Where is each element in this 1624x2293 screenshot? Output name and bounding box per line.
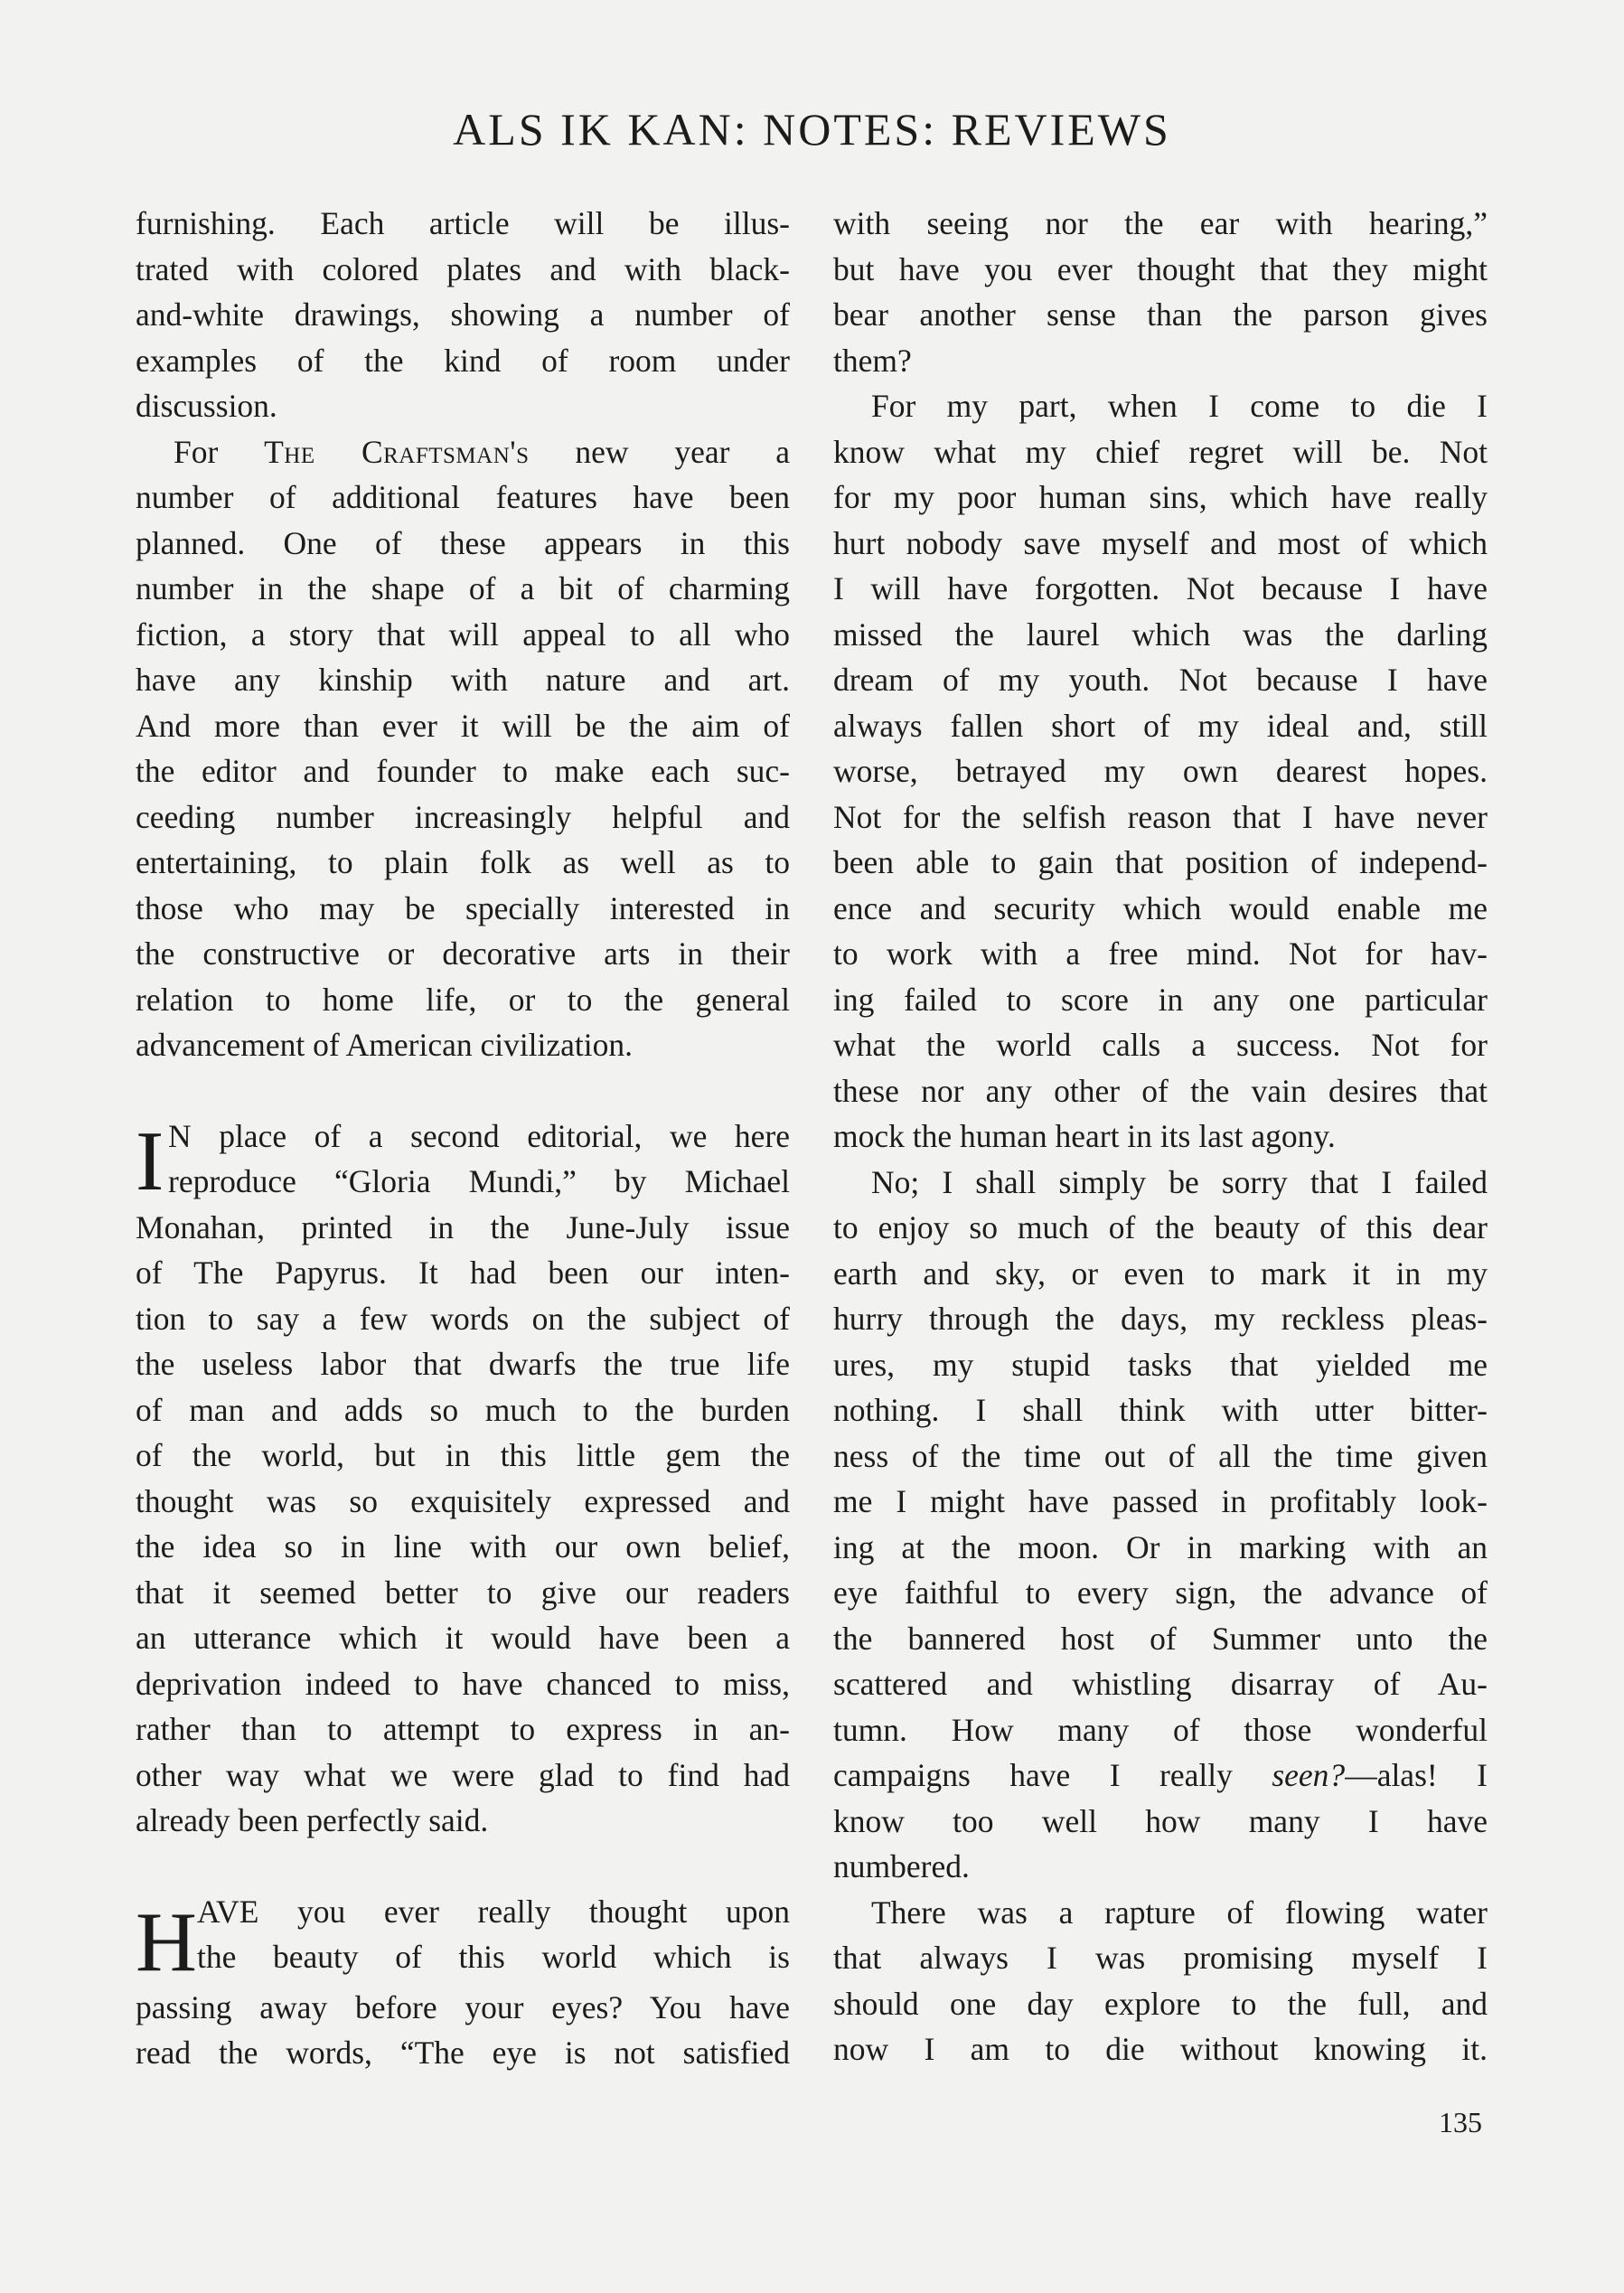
text-line: AVE you ever really thought upon [197,1893,790,1930]
text-line: should one day explore to the full, and [833,1985,1488,2022]
text-line: number of additional features have been [136,479,790,515]
text-line: ence and security which would enable me [833,889,1488,926]
text-line: been able to gain that position of independ- [833,844,1488,880]
text-line: passing away before your eyes? You have [136,1988,790,2025]
text-line: hurt nobody save myself and most of which [833,524,1488,561]
text-line: hurry through the days, my reckless pleas- [833,1301,1488,1337]
italic-word: seen? [1272,1757,1346,1793]
text-line: that it seemed better to give our readers [136,1574,790,1611]
text-line: I will have forgotten. Not because I have [833,570,1488,606]
running-header: ALS IK KAN: NOTES: REVIEWS [453,104,1171,155]
text-line: reproduce “Gloria Mundi,” by Michael [168,1163,790,1199]
text-line: me I might have passed in profitably look- [833,1483,1488,1519]
text-line: and-white drawings, showing a number of [136,296,790,333]
text-line: to work with a free mind. Not for hav- [833,935,1488,972]
text-line: relation to home life, or to the general [136,981,790,1018]
text-line: for my poor human sins, which have really [833,479,1488,515]
magazine-name: The Craftsman's [264,433,530,470]
text-line: dream of my youth. Not because I have [833,662,1488,698]
text-line: rather than to attempt to express in an- [136,1711,790,1747]
text-line: worse, betrayed my own dearest hopes. [833,753,1488,789]
text-line: Monahan, printed in the June-July issue [136,1208,790,1245]
text-line: nothing. I shall think with utter bitter- [833,1392,1488,1428]
text-line: of man and adds so much to the burden [136,1391,790,1428]
text-line: them? [833,342,912,379]
paragraph-have-you-ever [136,1889,790,2076]
text-line: For my part, when I come to die I [871,388,1488,424]
text-line: ness of the time out of all the time given [833,1437,1488,1474]
text-line: what the world calls a success. Not for [833,1027,1488,1063]
text-line: deprivation indeed to have chanced to miss, [136,1665,790,1702]
text-line: eye faithful to every sign, the advance of [833,1574,1488,1611]
text-line: bear another sense than the parson gives [833,296,1488,333]
text-line: missed the laurel which was the darling [833,616,1488,653]
text-line: tumn. How many of those wonderful [833,1711,1488,1748]
text-line: these nor any other of the vain desires that [833,1072,1488,1109]
text-line: mock the human heart in its last agony. [833,1118,1336,1154]
text-line: the editor and founder to make each suc- [136,753,790,789]
text-line: know too well how many I have [833,1802,1488,1839]
left-column [136,201,790,2076]
text-line: discussion. [136,388,277,424]
text-line: the beauty of this world which is [197,1939,790,1975]
drop-cap: I [136,1114,164,1208]
text-line: furnishing. Each article will be illus- [136,205,790,241]
text-line: ures, my stupid tasks that yielded me [833,1346,1488,1383]
text-line [136,429,790,475]
text-line: planned. One of these appears in this [136,524,790,561]
text-span: For [174,433,265,470]
text-line: the useless labor that dwarfs the true life [136,1346,790,1382]
text-line: thought was so exquisitely expressed and [136,1482,790,1519]
text-line: earth and sky, or even to mark it in my [833,1255,1488,1292]
text-line: the idea so in line with our own belief, [136,1528,790,1565]
paragraph-craftsman-new-year [136,429,790,1068]
text-line: now I am to die without knowing it. [833,2031,1488,2067]
text-line: always fallen short of my ideal and, still [833,707,1488,744]
text-line: number in the shape of a bit of charming [136,570,790,606]
text-span: campaigns have I really [833,1757,1272,1793]
paragraph-eye-not-satisfied [833,201,1488,383]
text-line: have any kinship with nature and art. [136,662,790,698]
text-line: examples of the kind of room under [136,342,790,379]
text-line: ing at the moon. Or in marking with an [833,1528,1488,1565]
paragraph-furnishing [136,201,790,429]
text-span: new year a [529,433,790,470]
paragraph-flowing-water [833,1890,1488,2072]
text-line: numbered. [833,1848,970,1884]
text-line: know what my chief regret will be. Not [833,433,1488,470]
text-span: —alas! I [1345,1757,1488,1793]
text-line: read the words, “The eye is not satisfied [136,2035,790,2071]
right-column [833,201,1488,2072]
text-line: those who may be specially interested in [136,889,790,926]
paragraph-chief-regret [833,383,1488,1160]
text-line: other way what we were glad to find had [136,1756,790,1793]
paragraph-beauty-of-earth [833,1160,1488,1890]
text-line: entertaining, to plain folk as well as to [136,844,790,880]
text-line: that always I was promising myself I [833,1940,1488,1976]
text-line: with seeing nor the ear with hearing,” [833,205,1488,241]
text-line: of The Papyrus. It had been our inten- [136,1255,790,1291]
text-line: Not for the selfish reason that I have never [833,798,1488,835]
text-line: to enjoy so much of the beauty of this dear [833,1209,1488,1245]
text-line: ceeding number increasingly helpful and [136,798,790,835]
page-number: 135 [1439,2106,1482,2138]
drop-cap: H [136,1894,197,1989]
text-line: fiction, a story that will appeal to all who [136,616,790,653]
text-line: scattered and whistling disarray of Au- [833,1666,1488,1702]
text-line [833,1753,1488,1799]
text-line: already been perfectly said. [136,1802,489,1838]
text-line: And more than ever it will be the aim of [136,707,790,744]
text-line: tion to say a few words on the subject of [136,1300,790,1337]
text-line: No; I shall simply be sorry that I failed [871,1163,1488,1200]
text-line: an utterance which it would have been a [136,1620,790,1656]
paragraph-gloria-mundi [136,1114,790,1844]
text-line: N place of a second editorial, we here [168,1117,790,1154]
text-line: There was a rapture of flowing water [871,1894,1488,1931]
text-line: trated with colored plates and with black- [136,250,790,287]
text-line: but have you ever thought that they might [833,250,1488,287]
text-line: the constructive or decorative arts in their [136,935,790,972]
text-line: advancement of American civilization. [136,1027,634,1063]
text-line: ing failed to score in any one particular [833,981,1488,1018]
text-line: the bannered host of Summer unto the [833,1620,1488,1657]
text-line: of the world, but in this little gem the [136,1437,790,1473]
